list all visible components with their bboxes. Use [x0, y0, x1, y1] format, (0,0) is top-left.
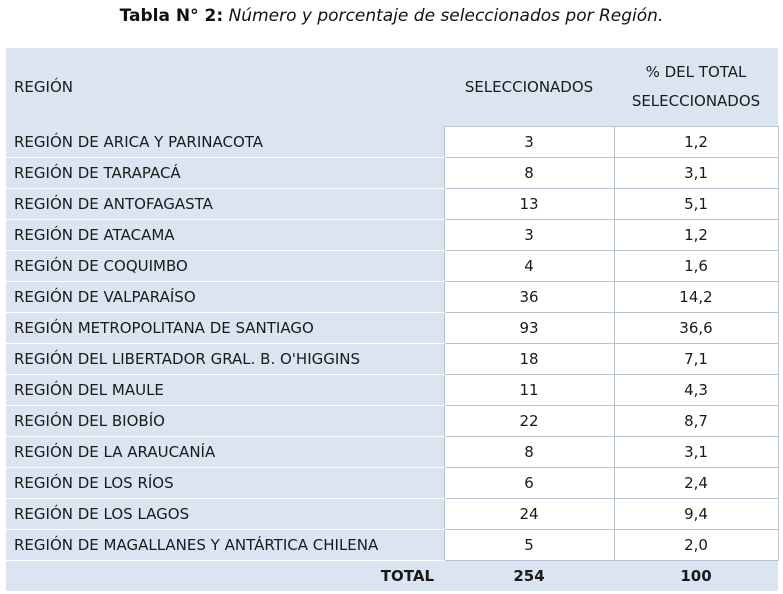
row-region: REGIÓN DEL BIOBÍO — [6, 406, 444, 437]
total-percent: 100 — [614, 561, 778, 592]
table-row — [6, 158, 778, 189]
table-row — [6, 251, 778, 282]
header-percent — [614, 48, 778, 127]
caption-label: Tabla N° 2: — [119, 6, 224, 26]
table-row — [6, 220, 778, 251]
regions-table — [6, 48, 779, 591]
table-row — [6, 344, 778, 375]
row-percent: 2,0 — [614, 530, 778, 561]
row-percent: 3,1 — [614, 437, 778, 468]
row-selected: 93 — [444, 313, 614, 344]
row-selected: 36 — [444, 282, 614, 313]
header-percent-line1: % DEL TOTAL — [645, 63, 747, 81]
row-region: REGIÓN DE LOS LAGOS — [6, 499, 444, 530]
total-row — [6, 561, 778, 592]
row-percent: 2,4 — [614, 468, 778, 499]
table-row — [6, 499, 778, 530]
row-selected: 13 — [444, 189, 614, 220]
row-percent: 1,2 — [614, 220, 778, 251]
row-percent: 1,6 — [614, 251, 778, 282]
table-row — [6, 189, 778, 220]
table-row — [6, 127, 778, 158]
row-region: REGIÓN DE LOS RÍOS — [6, 468, 444, 499]
table-row — [6, 375, 778, 406]
row-region: REGIÓN DE ARICA Y PARINACOTA — [6, 127, 444, 158]
table-row — [6, 406, 778, 437]
row-selected: 24 — [444, 499, 614, 530]
row-selected: 6 — [444, 468, 614, 499]
row-percent: 8,7 — [614, 406, 778, 437]
row-region: REGIÓN DE ANTOFAGASTA — [6, 189, 444, 220]
header-region: REGIÓN — [6, 48, 444, 127]
caption-text: Número y porcentaje de seleccionados por Región. — [228, 6, 664, 26]
row-percent: 14,2 — [614, 282, 778, 313]
table-row — [6, 437, 778, 468]
row-region: REGIÓN DE ATACAMA — [6, 220, 444, 251]
row-percent: 9,4 — [614, 499, 778, 530]
row-region: REGIÓN DEL MAULE — [6, 375, 444, 406]
row-selected: 22 — [444, 406, 614, 437]
row-percent: 7,1 — [614, 344, 778, 375]
row-percent: 4,3 — [614, 375, 778, 406]
row-selected: 18 — [444, 344, 614, 375]
row-selected: 5 — [444, 530, 614, 561]
row-percent: 3,1 — [614, 158, 778, 189]
row-region: REGIÓN DE COQUIMBO — [6, 251, 444, 282]
row-region: REGIÓN DE TARAPACÁ — [6, 158, 444, 189]
row-percent: 5,1 — [614, 189, 778, 220]
header-row — [6, 48, 778, 127]
table-row — [6, 468, 778, 499]
row-selected: 4 — [444, 251, 614, 282]
total-selected: 254 — [444, 561, 614, 592]
header-percent-line2: SELECCIONADOS — [631, 92, 761, 110]
row-selected: 11 — [444, 375, 614, 406]
table-row — [6, 530, 778, 561]
row-percent: 36,6 — [614, 313, 778, 344]
table-row — [6, 313, 778, 344]
table-body — [6, 127, 778, 561]
header-selected: SELECCIONADOS — [444, 48, 614, 127]
row-region: REGIÓN METROPOLITANA DE SANTIAGO — [6, 313, 444, 344]
row-selected: 3 — [444, 220, 614, 251]
row-selected: 8 — [444, 158, 614, 189]
row-selected: 8 — [444, 437, 614, 468]
row-percent: 1,2 — [614, 127, 778, 158]
row-region: REGIÓN DE LA ARAUCANÍA — [6, 437, 444, 468]
table-caption — [0, 4, 783, 28]
table-row — [6, 282, 778, 313]
total-label: TOTAL — [6, 561, 444, 592]
row-region: REGIÓN DE VALPARAÍSO — [6, 282, 444, 313]
row-selected: 3 — [444, 127, 614, 158]
row-region: REGIÓN DEL LIBERTADOR GRAL. B. O'HIGGINS — [6, 344, 444, 375]
row-region: REGIÓN DE MAGALLANES Y ANTÁRTICA CHILENA — [6, 530, 444, 561]
